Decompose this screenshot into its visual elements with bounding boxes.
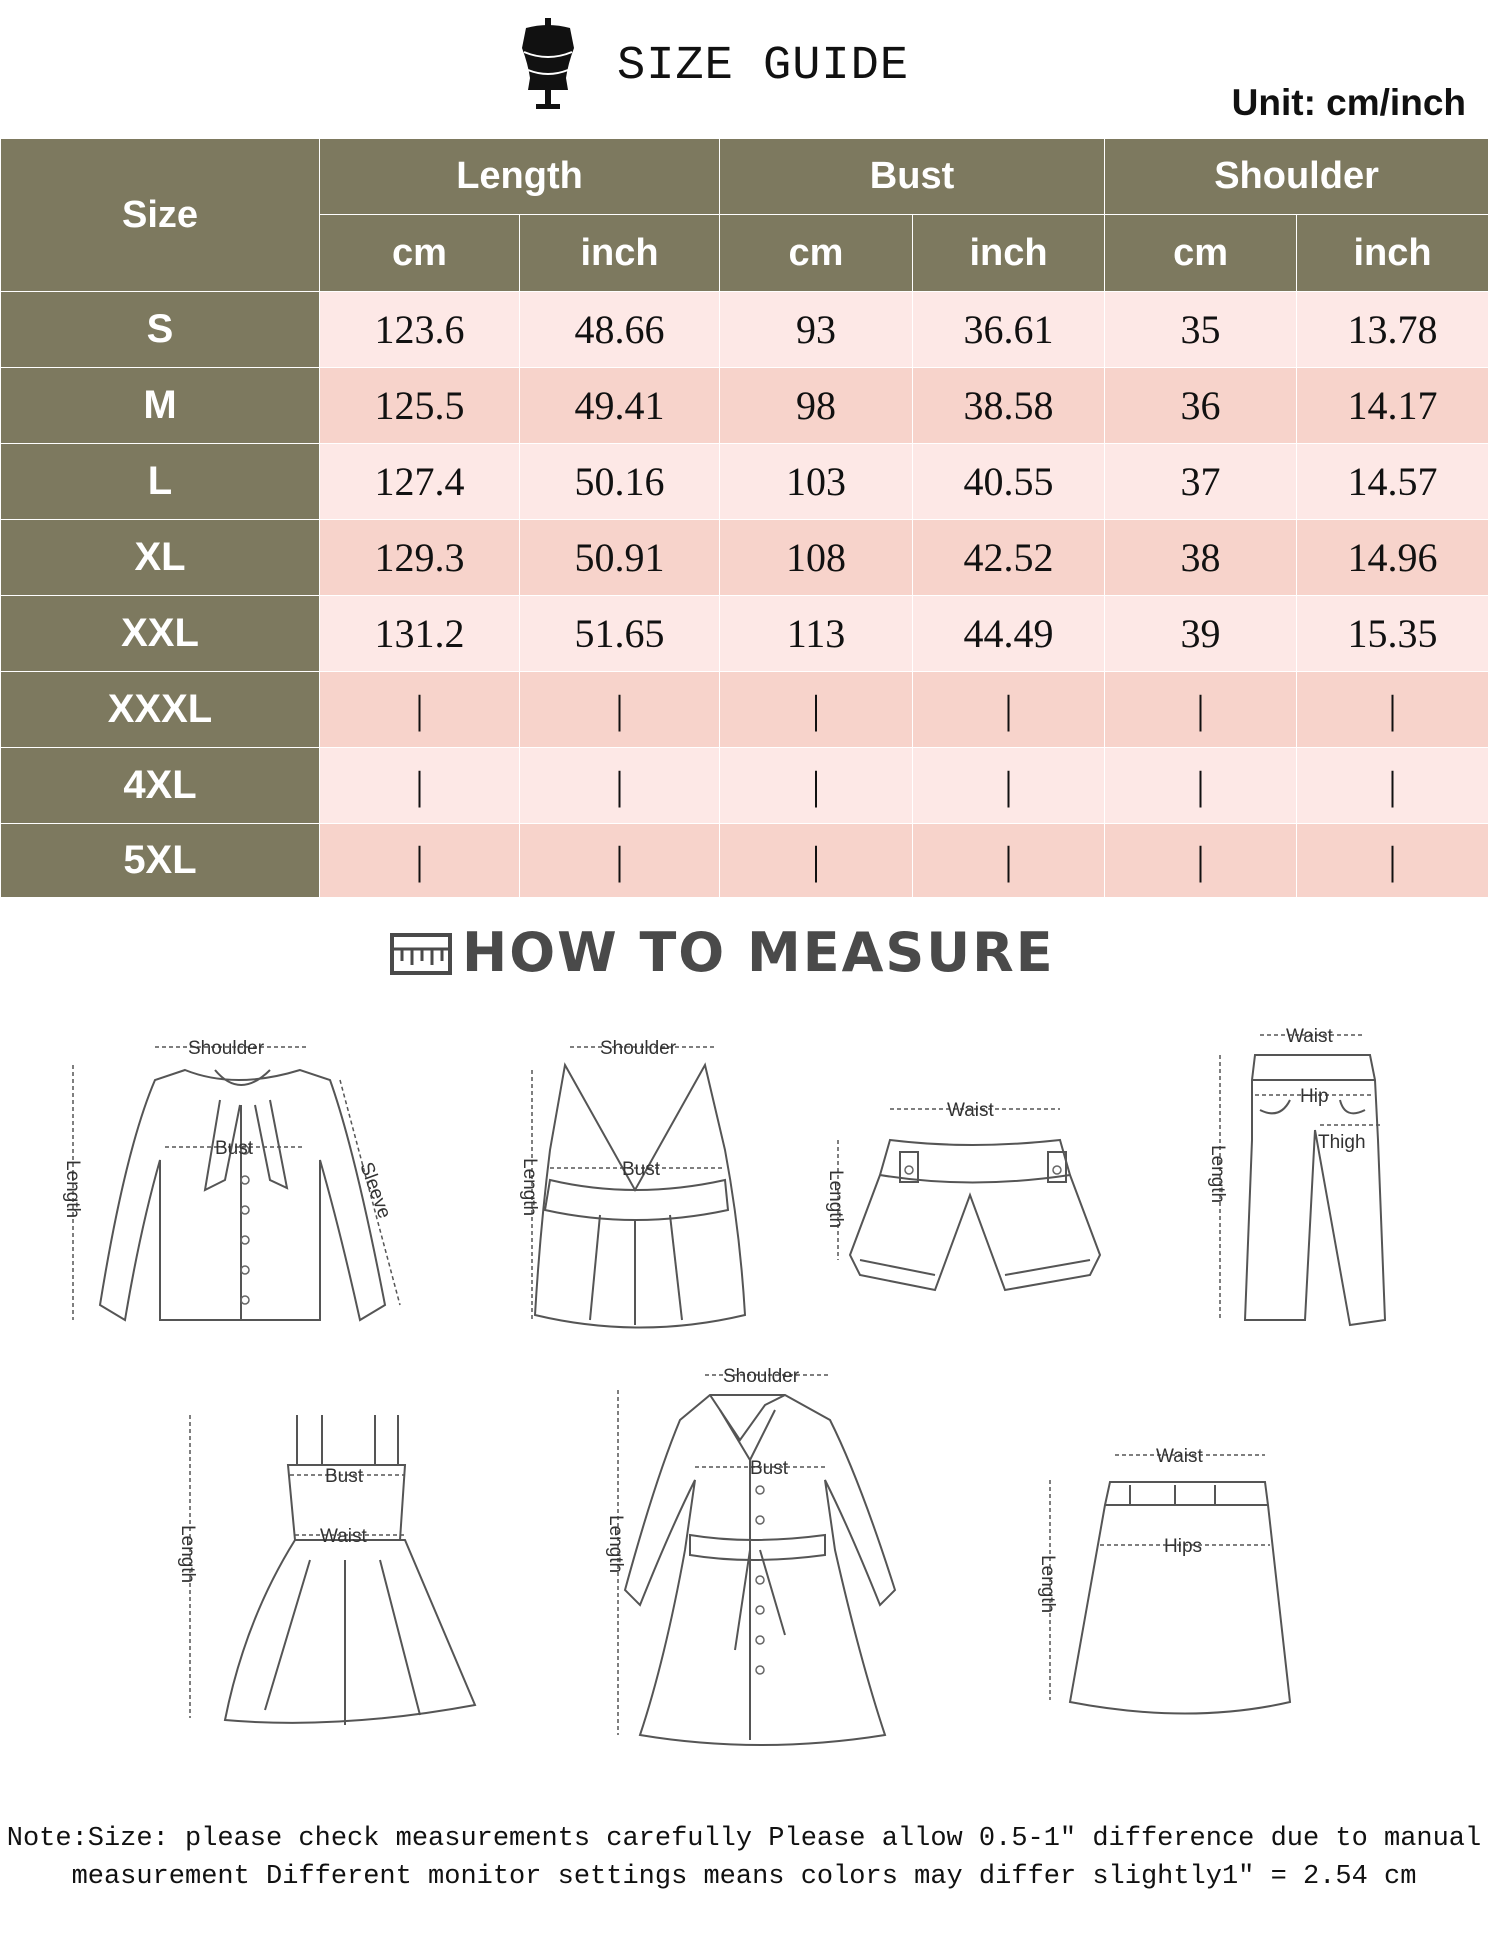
table-row [1, 748, 1488, 824]
blouse-diagram [55, 1030, 435, 1340]
table-cell: 14.17 [1297, 368, 1488, 444]
table-cell: 51.65 [520, 596, 720, 672]
table-cell: 38.58 [913, 368, 1105, 444]
waist-label: Waist [320, 1526, 367, 1547]
table-cell: 42.52 [913, 520, 1105, 596]
table-cell: 127.4 [320, 444, 520, 520]
unit-header: cm [320, 215, 520, 292]
table-cell: 98 [720, 368, 913, 444]
unit-header: cm [720, 215, 913, 292]
table-cell: 36.61 [913, 292, 1105, 368]
note-line-2: measurement Different monitor settings means colors may differ slightly1″ = 2.54 cm [71, 1862, 1417, 1892]
bust-group-header: Bust [720, 139, 1105, 215]
table-cell: | [913, 824, 1105, 898]
table-cell: | [720, 824, 913, 898]
table-cell: 129.3 [320, 520, 520, 596]
waist-label: Waist [1286, 1026, 1333, 1047]
how-to-measure-title: HOW TO MEASURE [462, 921, 1055, 984]
shoulder-group-header: Shoulder [1105, 139, 1488, 215]
table-cell: 50.91 [520, 520, 720, 596]
tank-top-diagram [510, 1030, 760, 1340]
table-cell: | [1297, 748, 1488, 824]
unit-label: Unit: cm/inch [1231, 82, 1466, 123]
hips-label: Hips [1164, 1536, 1203, 1557]
table-cell: 37 [1105, 444, 1297, 520]
mannequin-icon [516, 18, 580, 110]
length-label: Length [177, 1525, 198, 1584]
table-cell: | [520, 824, 720, 898]
shoulder-label: Shoulder [723, 1366, 800, 1387]
table-cell: | [913, 672, 1105, 748]
length-label: Length [1037, 1555, 1058, 1614]
table-cell: 44.49 [913, 596, 1105, 672]
size-label: M [1, 368, 320, 444]
length-label: Length [519, 1158, 540, 1217]
table-cell: 131.2 [320, 596, 520, 672]
table-cell: 93 [720, 292, 913, 368]
thigh-label: Thigh [1318, 1132, 1366, 1153]
table-row [1, 368, 1488, 444]
table-cell: | [1297, 824, 1488, 898]
ruler-icon [390, 931, 452, 977]
table-cell: | [1105, 672, 1297, 748]
length-label: Length [62, 1160, 83, 1219]
table-cell: 36 [1105, 368, 1297, 444]
header [0, 0, 1488, 138]
table-cell: | [1297, 672, 1488, 748]
table-cell: 123.6 [320, 292, 520, 368]
dress-diagram [170, 1400, 490, 1730]
table-cell: | [1105, 748, 1297, 824]
table-row [1, 824, 1488, 898]
page-title: SIZE GUIDE [617, 40, 910, 93]
table-cell: | [720, 672, 913, 748]
trousers-diagram [1200, 1020, 1400, 1340]
size-table [0, 138, 1488, 898]
table-cell: | [913, 748, 1105, 824]
shorts-diagram [820, 1090, 1120, 1310]
table-cell: 50.16 [520, 444, 720, 520]
table-row [1, 520, 1488, 596]
table-row [1, 672, 1488, 748]
length-group-header: Length [320, 139, 720, 215]
table-cell: 14.96 [1297, 520, 1488, 596]
table-cell: 35 [1105, 292, 1297, 368]
skirt-diagram [1030, 1430, 1310, 1730]
unit-header: inch [1297, 215, 1488, 292]
table-cell: | [1105, 824, 1297, 898]
size-label: L [1, 444, 320, 520]
hip-label: Hip [1300, 1086, 1329, 1107]
table-cell: 40.55 [913, 444, 1105, 520]
shoulder-label: Shoulder [600, 1038, 677, 1059]
table-cell: | [520, 748, 720, 824]
measurement-note [0, 1820, 1488, 1896]
bust-label: Bust [750, 1458, 789, 1479]
waist-label: Waist [947, 1100, 994, 1121]
table-cell: | [320, 824, 520, 898]
table-cell: 13.78 [1297, 292, 1488, 368]
size-label: 4XL [1, 748, 320, 824]
table-cell: | [520, 672, 720, 748]
table-cell: 113 [720, 596, 913, 672]
bust-label: Bust [215, 1138, 254, 1159]
table-cell: 14.57 [1297, 444, 1488, 520]
length-label: Length [605, 1515, 626, 1574]
size-label: S [1, 292, 320, 368]
size-label: XXXL [1, 672, 320, 748]
table-cell: 103 [720, 444, 913, 520]
waist-label: Waist [1156, 1446, 1203, 1467]
table-cell: 15.35 [1297, 596, 1488, 672]
table-cell: 39 [1105, 596, 1297, 672]
table-row [1, 444, 1488, 520]
table-cell: 49.41 [520, 368, 720, 444]
unit-header: inch [913, 215, 1105, 292]
table-cell: 108 [720, 520, 913, 596]
length-label: Length [1207, 1145, 1228, 1204]
table-cell: 48.66 [520, 292, 720, 368]
unit-header: cm [1105, 215, 1297, 292]
length-label: Length [825, 1170, 846, 1229]
table-cell: 38 [1105, 520, 1297, 596]
table-row [1, 292, 1488, 368]
table-cell: | [320, 748, 520, 824]
table-cell: | [320, 672, 520, 748]
size-label: 5XL [1, 824, 320, 898]
table-cell: | [720, 748, 913, 824]
bust-label: Bust [622, 1159, 661, 1180]
coat-diagram [600, 1360, 910, 1750]
note-line-1: Note:Size: please check measurements carefully Please allow 0.5-1″ difference due to manual [6, 1824, 1482, 1854]
size-column-header: Size [1, 139, 320, 292]
size-label: XL [1, 520, 320, 596]
unit-header: inch [520, 215, 720, 292]
bust-label: Bust [325, 1466, 364, 1487]
size-label: XXL [1, 596, 320, 672]
table-row [1, 596, 1488, 672]
sleeve-label: Sleeve [355, 1159, 395, 1222]
shoulder-label: Shoulder [188, 1038, 265, 1059]
table-cell: 125.5 [320, 368, 520, 444]
